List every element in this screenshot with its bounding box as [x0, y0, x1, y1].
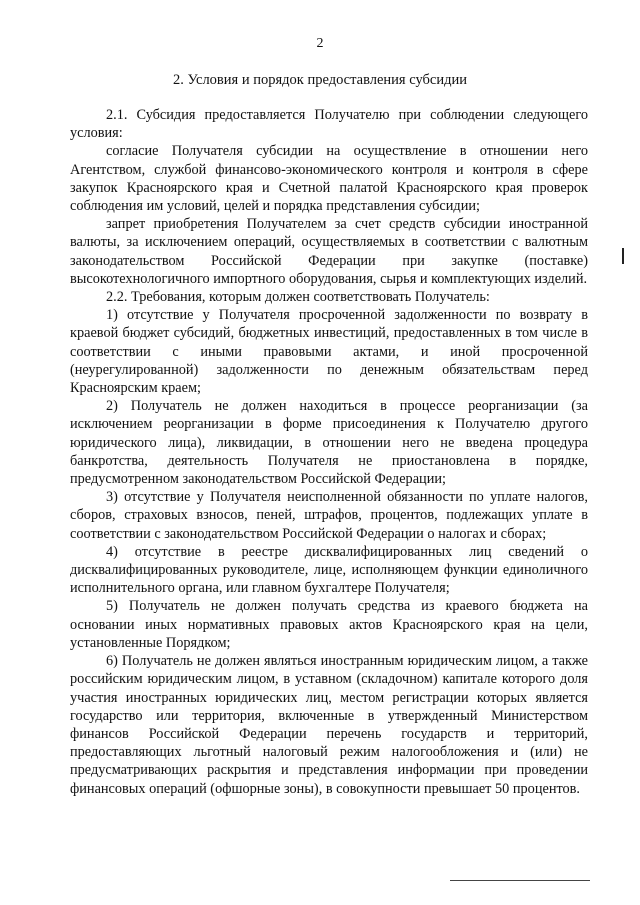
page-number: 2 — [316, 36, 324, 51]
scan-margin-mark — [622, 248, 624, 264]
section-heading: 2. Условия и порядок предоставления субсидии — [172, 72, 467, 88]
document-body — [70, 106, 588, 798]
requirement-5: 5) Получатель не должен получать средства из краевого бюджета на основании иных нормативных правовых актов Красноярского края на цели, установленные Порядком; — [70, 598, 588, 651]
requirement-3: 3) отсутствие у Получателя неисполненной обязанности по уплате налогов, сборов, страховых взносов, пеней, штрафов, процентов, подлежащих уплате в соответствии с законодательством Российской Федерации о налогах и сборах; — [70, 489, 588, 542]
requirement-6: 6) Получатель не должен являться иностранным юридическим лицом, а также российским юридическим лицом, в уставном (складочном) капитале которого доля участия иностранных юридических лиц, местом регистрации которых является государство или территория, включенные в утвержденный Министерством финансов Российской Федерации перечень государств и территорий, предоставляющих льготный налоговый режим налогообложения и (или) не предусматривающих раскрытия и представления информации при проведении финансовых операций (офшорные зоны), в совокупности превышает 50 процентов. — [70, 653, 588, 797]
paragraph-2-1: 2.1. Субсидия предоставляется Получателю при соблюдении следующего условия: — [70, 107, 588, 142]
footer-rule — [450, 880, 590, 881]
paragraph-consent: согласие Получателя субсидии на осуществление в отношении него Агентством, службой финансово-экономического контроля и контроля в сфере закупок Красноярского края и Счетной палатой Красноярского края проверок соблюдения им условий, целей и порядка представления субсидии; — [70, 143, 588, 215]
requirement-1: 1) отсутствие у Получателя просроченной задолженности по возврату в краевой бюджет субсидий, бюджетных инвестиций, предоставленных в том числе в соответствии с иными правовыми актами, и иной просроченной (неурегулированной) задолженности по денежным обязательствам перед Красноярским краем; — [70, 307, 588, 397]
requirement-4: 4) отсутствие в реестре дисквалифицированных лиц сведений о дисквалифицированных руководителе, лице, исполняющем функции единоличного исполнительного органа, или главном бухгалтере Получателя; — [70, 543, 588, 597]
requirement-2: 2) Получатель не должен находиться в процессе реорганизации (за исключением реорганизации в форме присоединения к Получателю другого юридического лица), ликвидации, в отношении него не введена процедура банкротства, деятельность Получателя не приостановлена в порядке, предусмотренном законодательством Российской Федерации; — [70, 398, 588, 488]
paragraph-currency-ban: запрет приобретения Получателем за счет средств субсидии иностранной валюты, за исключением операций, осуществляемых в соответствии с валютным законодательством Российской Федерации при закупке (поставке) высокотехнологичного импортного оборудования, сырья и комплектующих изделий. — [70, 216, 588, 287]
paragraph-2-2: 2.2. Требования, которым должен соответствовать Получатель: — [106, 289, 490, 306]
